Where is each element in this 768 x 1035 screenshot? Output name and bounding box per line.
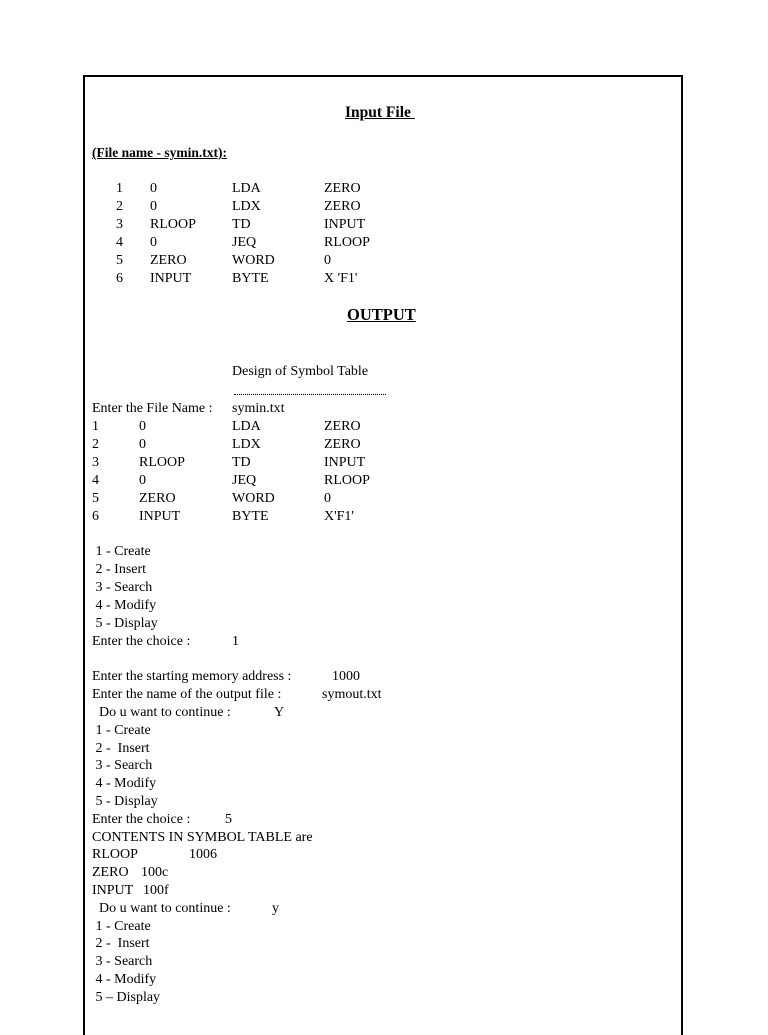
- symbol-name: INPUT: [92, 883, 134, 898]
- line-number: 4: [116, 235, 123, 250]
- label-field: RLOOP: [150, 217, 196, 232]
- start-address-value: 1000: [332, 669, 360, 684]
- label-field: ZERO: [150, 253, 187, 268]
- menu-item-search: 3 - Search: [92, 580, 153, 595]
- continue-prompt: Do u want to continue :: [92, 901, 231, 916]
- input-file-heading: Input File: [345, 104, 415, 121]
- choice-prompt: Enter the choice :: [92, 812, 191, 827]
- opcode-field: JEQ: [232, 473, 257, 488]
- menu-item-insert: 2 - Insert: [92, 741, 150, 756]
- menu-item-create: 1 - Create: [92, 544, 151, 559]
- choice-value: 1: [232, 634, 239, 649]
- operand-field: ZERO: [324, 437, 361, 452]
- output-heading: OUTPUT: [347, 305, 416, 324]
- opcode-field: LDX: [232, 437, 261, 452]
- operand-field: ZERO: [324, 199, 361, 214]
- menu-item-create: 1 - Create: [92, 723, 151, 738]
- line-number: 3: [92, 455, 99, 470]
- continue-value: Y: [274, 705, 285, 720]
- line-number: 5: [116, 253, 123, 268]
- file-name-prompt: Enter the File Name :: [92, 401, 213, 416]
- menu-item-modify: 4 - Modify: [92, 776, 157, 791]
- opcode-field: LDX: [232, 199, 261, 214]
- line-number: 3: [116, 217, 123, 232]
- menu-item-display: 5 - Display: [92, 794, 158, 809]
- menu-item-search: 3 - Search: [92, 954, 153, 969]
- operand-field: ZERO: [324, 181, 361, 196]
- symbol-name: ZERO: [92, 865, 129, 880]
- label-field: 0: [139, 473, 146, 488]
- opcode-field: TD: [232, 455, 251, 470]
- label-field: 0: [150, 235, 157, 250]
- opcode-field: TD: [232, 217, 251, 232]
- operand-field: RLOOP: [324, 473, 370, 488]
- opcode-field: WORD: [232, 253, 275, 268]
- symbol-address: 100c: [141, 865, 169, 880]
- dotted-underline: [234, 394, 386, 395]
- file-name-value: symin.txt: [232, 401, 285, 416]
- opcode-field: BYTE: [232, 271, 269, 286]
- input-file-name-label: (File name - symin.txt):: [92, 145, 227, 160]
- menu-item-display: 5 – Display: [92, 990, 161, 1005]
- choice-prompt: Enter the choice :: [92, 634, 191, 649]
- symbol-address: 100f: [143, 883, 169, 898]
- menu-item-insert: 2 - Insert: [92, 562, 147, 577]
- label-field: INPUT: [139, 509, 181, 524]
- design-title: Design of Symbol Table: [232, 364, 369, 379]
- line-number: 6: [116, 271, 123, 286]
- line-number: 2: [92, 437, 99, 452]
- opcode-field: LDA: [232, 419, 261, 434]
- start-address-prompt: Enter the starting memory address :: [92, 669, 292, 684]
- operand-field: 0: [324, 253, 331, 268]
- label-field: 0: [150, 199, 157, 214]
- output-file-prompt: Enter the name of the output file :: [92, 687, 282, 702]
- opcode-field: BYTE: [232, 509, 269, 524]
- line-number: 1: [116, 181, 123, 196]
- operand-field: ZERO: [324, 419, 361, 434]
- menu-item-modify: 4 - Modify: [92, 972, 157, 987]
- symbol-table-header: CONTENTS IN SYMBOL TABLE are: [92, 830, 313, 845]
- continue-value: y: [272, 901, 279, 916]
- line-number: 4: [92, 473, 99, 488]
- operand-field: 0: [324, 491, 331, 506]
- menu-item-create: 1 - Create: [92, 919, 151, 934]
- line-number: 6: [92, 509, 99, 524]
- symbol-address: 1006: [189, 847, 217, 862]
- label-field: ZERO: [139, 491, 176, 506]
- opcode-field: JEQ: [232, 235, 257, 250]
- line-number: 5: [92, 491, 99, 506]
- opcode-field: LDA: [232, 181, 261, 196]
- line-number: 1: [92, 419, 99, 434]
- label-field: 0: [139, 437, 146, 452]
- operand-field: INPUT: [324, 217, 366, 232]
- operand-field: X 'F1': [324, 271, 358, 286]
- choice-value: 5: [225, 812, 232, 827]
- menu-item-modify: 4 - Modify: [92, 598, 157, 613]
- continue-prompt: Do u want to continue :: [92, 705, 231, 720]
- output-file-value: symout.txt: [322, 687, 382, 702]
- menu-item-insert: 2 - Insert: [92, 936, 150, 951]
- document-page: [83, 75, 683, 1035]
- label-field: 0: [150, 181, 157, 196]
- opcode-field: WORD: [232, 491, 275, 506]
- operand-field: INPUT: [324, 455, 366, 470]
- symbol-name: RLOOP: [92, 847, 138, 862]
- line-number: 2: [116, 199, 123, 214]
- operand-field: X'F1': [324, 509, 354, 524]
- label-field: 0: [139, 419, 146, 434]
- menu-item-search: 3 - Search: [92, 758, 153, 773]
- label-field: INPUT: [150, 271, 192, 286]
- label-field: RLOOP: [139, 455, 185, 470]
- operand-field: RLOOP: [324, 235, 370, 250]
- menu-item-display: 5 - Display: [92, 616, 158, 631]
